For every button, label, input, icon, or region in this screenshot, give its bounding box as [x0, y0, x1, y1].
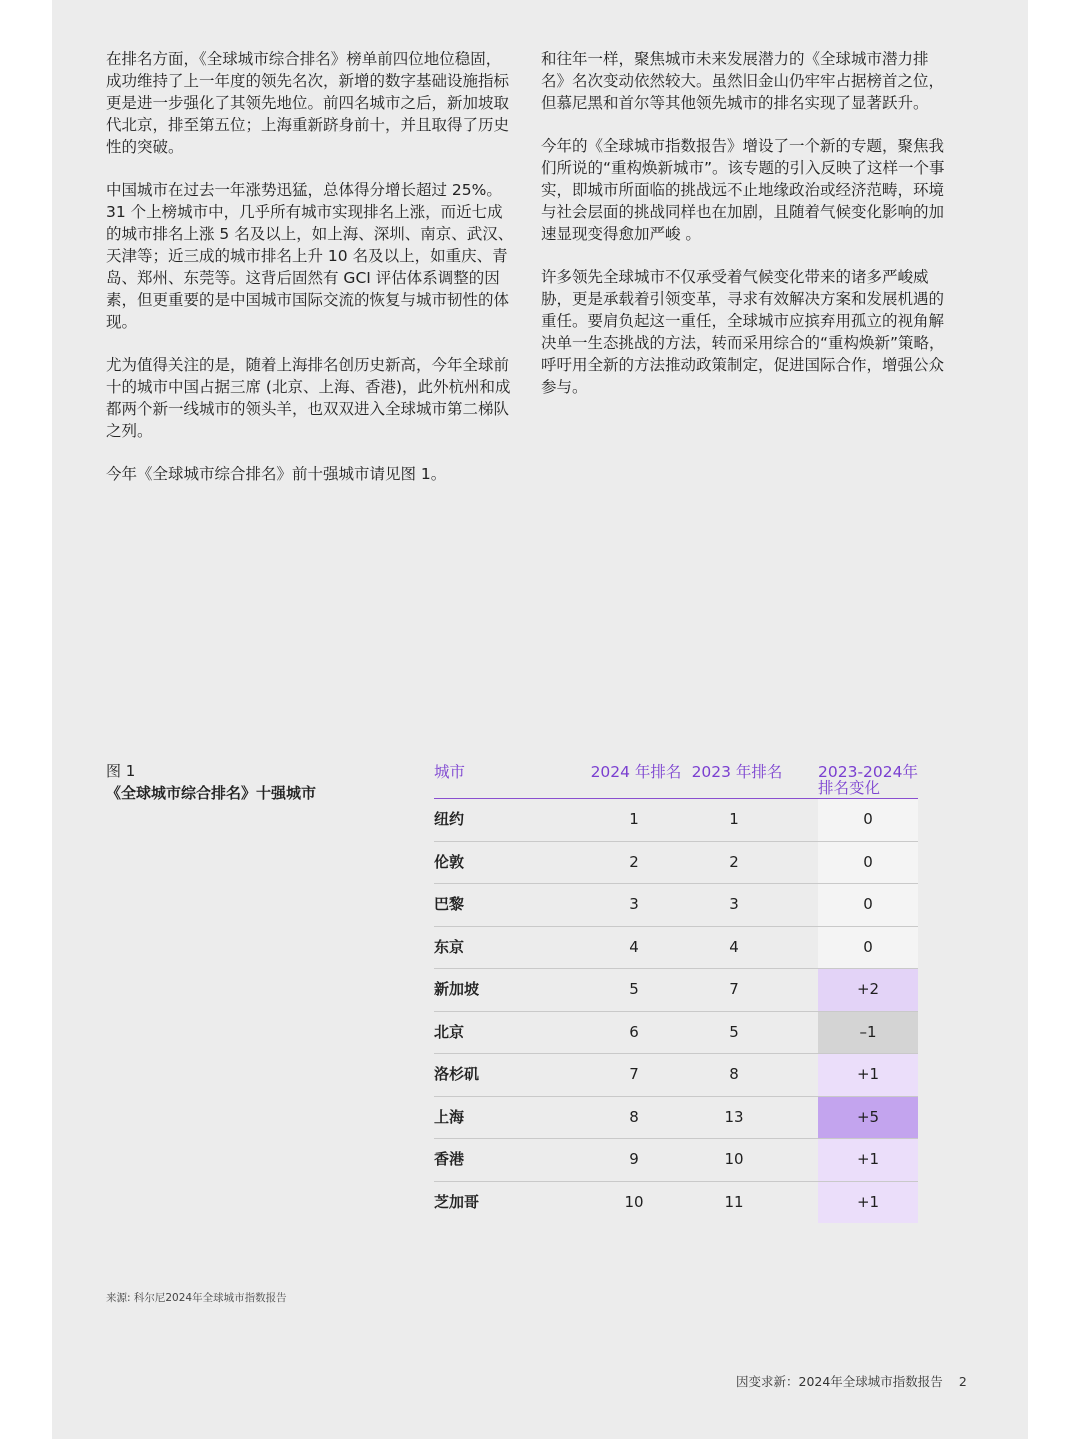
cell-rank-2024: 8: [629, 1107, 639, 1126]
cell-city: 北京: [434, 1022, 465, 1041]
ranking-table: [434, 760, 918, 1223]
cell-rank-2024: 1: [629, 810, 639, 828]
cell-rank-change: +1: [818, 1182, 918, 1224]
header-rank-change: [818, 764, 918, 796]
paragraph: 和往年一样，聚焦城市未来发展潜力的《全球城市潜力排名》名次变动依然较大。虽然旧金山仍牢牢占据榜首之位，但慕尼黑和首尔等其他领先城市的排名实现了显著跃升。: [541, 50, 945, 112]
cell-rank-2023: 8: [729, 1065, 739, 1083]
cell-rank-2024: 2: [629, 852, 639, 871]
paragraph: 中国城市在过去一年涨势迅猛，总体得分增长超过 25%。31 个上榜城市中，几乎所有城市实现排名上涨，而近七成的城市排名上涨 5 名及以上，如上海、深圳、南京、武汉、天津等；近三成的城市排名上升 10 名及以上，如重庆、青岛、郑州、东莞等。这背后固然有 GCI 评估体系调整的因素，但更重要的是中国城市国际交流的恢复与城市韧性的体现。: [106, 181, 514, 331]
cell-rank-2024: 7: [629, 1065, 639, 1083]
cell-rank-2024: 3: [629, 895, 639, 913]
source-note: 来源: 科尔尼2024年全球城市指数报告: [106, 1292, 287, 1304]
header-change-line1: 2023-2024年: [818, 763, 918, 781]
cell-rank-2023: 7: [729, 980, 739, 998]
cell-city: 香港: [434, 1150, 465, 1168]
table-row: [434, 1182, 918, 1224]
table-row: [434, 1097, 918, 1140]
header-change-line2: 排名变化: [818, 779, 881, 797]
cell-city: 芝加哥: [434, 1192, 480, 1211]
figure-number: 图 1: [106, 762, 136, 780]
cell-rank-change: +2: [818, 969, 918, 1011]
cell-rank-2023: 4: [729, 937, 739, 956]
cell-rank-2023: 13: [724, 1107, 744, 1126]
cell-rank-2024: 5: [629, 980, 639, 998]
cell-city: 纽约: [434, 810, 465, 828]
table-row: [434, 969, 918, 1012]
cell-rank-2024: 4: [629, 937, 639, 956]
header-rank-2024: 2024 年排名: [590, 763, 682, 781]
paragraph: 在排名方面，《全球城市综合排名》榜单前四位地位稳固，成功维持了上一年度的领先名次，新增的数字基础设施指标更是进一步强化了其领先地位。前四名城市之后，新加坡取代北京，排至第五位；上海重新跻身前十，并且取得了历史性的突破。: [106, 50, 510, 156]
cell-city: 上海: [434, 1107, 465, 1126]
cell-city: 洛杉矶: [434, 1065, 480, 1083]
page: [52, 0, 1028, 1439]
cell-rank-2023: 2: [729, 852, 739, 871]
table-row: [434, 799, 918, 842]
paragraph: 尤为值得关注的是，随着上海排名创历史新高，今年全球前十的城市中国占据三席 (北京、上海、香港)，此外杭州和成都两个新一线城市的领头羊，也双双进入全球城市第二梯队之列。: [106, 356, 511, 440]
cell-rank-2023: 11: [724, 1192, 744, 1211]
page-footer: [736, 1372, 967, 1390]
cell-rank-change: 0: [818, 842, 918, 884]
right-text-column: [541, 48, 951, 419]
cell-rank-change: –1: [818, 1012, 918, 1054]
cell-rank-2023: 5: [729, 1022, 739, 1041]
table-header: [434, 760, 918, 799]
paragraph: 今年的《全球城市指数报告》增设了一个新的专题，聚焦我们所说的“重构焕新城市”。该专题的引入反映了这样一个事实，即城市所面临的挑战远不止地缘政治或经济范畴，环境与社会层面的挑战同样也在加剧，且随着气候变化影响的加速显现变得愈加严峻 。: [541, 137, 945, 243]
cell-rank-change: +1: [818, 1139, 918, 1181]
cell-rank-change: +5: [818, 1097, 918, 1139]
cell-rank-change: 0: [818, 927, 918, 969]
cell-rank-2023: 3: [729, 895, 739, 913]
table-body: [434, 799, 918, 1223]
header-city: 城市: [434, 763, 466, 781]
footer-title: 因变求新：2024年全球城市指数报告: [736, 1374, 943, 1389]
paragraph: 今年《全球城市综合排名》前十强城市请见图 1。: [106, 465, 447, 483]
left-text-column: [106, 48, 516, 506]
header-rank-2023: 2023 年排名: [691, 763, 783, 781]
cell-rank-change: 0: [818, 884, 918, 926]
table-row: [434, 1012, 918, 1055]
figure-title: 《全球城市综合排名》十强城市: [106, 784, 317, 802]
cell-city: 巴黎: [434, 895, 465, 913]
table-row: [434, 842, 918, 885]
cell-rank-2024: 10: [624, 1192, 644, 1211]
cell-rank-2023: 10: [724, 1150, 744, 1168]
table-row: [434, 884, 918, 927]
table-row: [434, 1139, 918, 1182]
page-number: 2: [958, 1374, 967, 1389]
cell-rank-2023: 1: [729, 810, 739, 828]
cell-rank-change: 0: [818, 799, 918, 841]
cell-rank-2024: 6: [629, 1022, 639, 1041]
cell-city: 东京: [434, 937, 465, 956]
cell-city: 伦敦: [434, 852, 465, 871]
table-row: [434, 1054, 918, 1097]
cell-city: 新加坡: [434, 980, 480, 998]
table-row: [434, 927, 918, 970]
figure-caption: [106, 760, 336, 804]
paragraph: 许多领先全球城市不仅承受着气候变化带来的诸多严峻威胁，更是承载着引领变革，寻求有效解决方案和发展机遇的重任。要肩负起这一重任，全球城市应摈弃用孤立的视角解决单一生态挑战的方法，转而采用综合的“重构焕新”策略，呼吁用全新的方法推动政策制定，促进国际合作，增强公众参与。: [541, 268, 945, 396]
cell-rank-change: +1: [818, 1054, 918, 1096]
cell-rank-2024: 9: [629, 1150, 639, 1168]
